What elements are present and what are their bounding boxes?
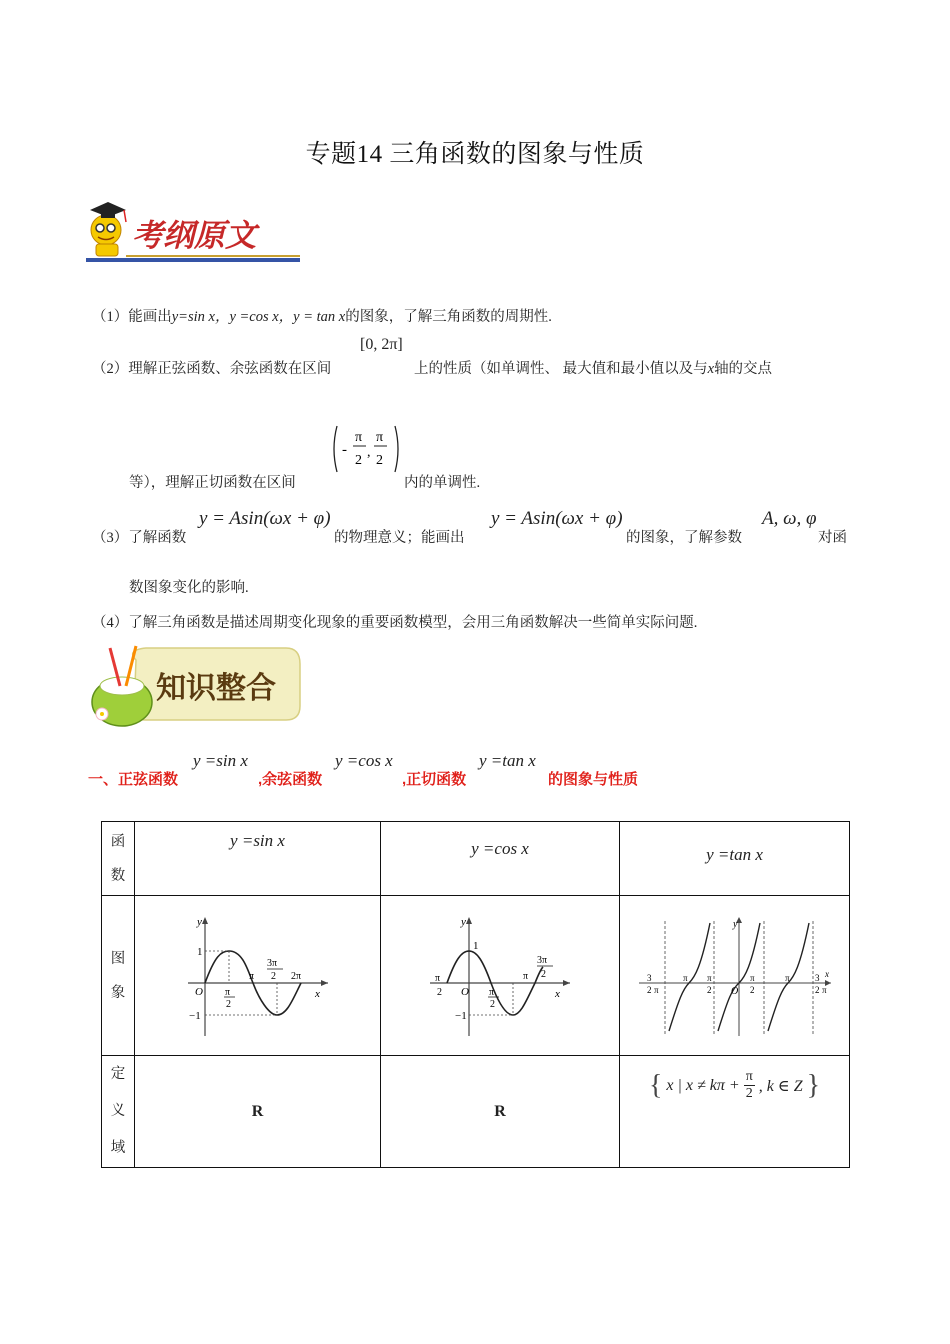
tan-graph — [635, 911, 835, 1041]
syllabus-item-2-cont: 上的性质（如单调性、 最大值和最小值以及与x轴的交点 — [414, 361, 773, 377]
sin-graph — [183, 911, 333, 1041]
svg-text:x: x — [824, 968, 829, 979]
svg-text:2π: 2π — [290, 970, 301, 982]
svg-text:π: π — [682, 972, 688, 983]
svg-text:y: y — [196, 915, 202, 928]
banner-2-text: 知识整合 — [156, 671, 276, 706]
domain-cos: R — [381, 1056, 620, 1168]
syllabus-item-3-line2: 数图象变化的影响. — [129, 580, 249, 596]
svg-text:2: 2 — [355, 453, 362, 468]
section-1-sep1: ,余弦函数 — [258, 771, 323, 788]
svg-text:x: x — [555, 987, 560, 1000]
svg-text:2: 2 — [749, 984, 754, 995]
section-1-tan: y =tan x — [479, 751, 536, 770]
domain-sin: R — [135, 1056, 381, 1168]
header-sin: y =sin x — [135, 822, 381, 896]
formula-asin: y = Asin(ωx + φ) — [199, 508, 331, 529]
syllabus-item-4: （4）了解三角函数是描述周期变化现象的重要函数模型，会用三角函数解决一些简单实际问题. — [92, 615, 698, 631]
svg-text:π: π — [653, 984, 659, 995]
syllabus-item-3-end: 对函 — [818, 530, 847, 546]
syllabus-item-3: （3）了解函数 — [92, 530, 187, 546]
page-title: 专题14 三角函数的图象与性质 — [305, 141, 645, 168]
svg-text:π: π — [435, 972, 441, 984]
row-label-domain: 定义域 — [102, 1056, 135, 1168]
header-tan: y =tan x — [620, 822, 850, 896]
coconut-drink-icon — [86, 640, 302, 730]
svg-text:2: 2 — [646, 984, 651, 995]
knowledge-banner — [86, 640, 302, 730]
svg-text:2: 2 — [490, 998, 495, 1010]
svg-text:,: , — [367, 445, 371, 460]
svg-text:3: 3 — [814, 972, 819, 983]
section-1-cos: y =cos x — [335, 751, 393, 770]
svg-text:−1: −1 — [188, 1009, 201, 1022]
syllabus-item-2-line2-end: 内的单调性. — [404, 475, 481, 491]
svg-text:1: 1 — [473, 939, 479, 952]
header-cos: y =cos x — [381, 822, 620, 896]
svg-text:y: y — [461, 915, 466, 928]
banner-1-text: 考纲原文 — [132, 218, 256, 254]
domain-tan: { x | x ≠ kπ + $\frac{\pi}{2}$ , k ∈ Z } — [620, 1056, 850, 1168]
table-row-domain — [102, 1056, 850, 1168]
cos-graph-cell — [381, 896, 620, 1056]
section-1-sep2: ,正切函数 — [402, 771, 467, 788]
sin-graph-cell — [135, 896, 381, 1056]
svg-text:O: O — [194, 985, 203, 998]
section-1-sin: y =sin x — [193, 751, 248, 770]
tan-graph-cell — [620, 896, 850, 1056]
svg-text:π: π — [355, 430, 363, 445]
svg-text:O: O — [461, 985, 469, 998]
svg-text:y: y — [732, 918, 737, 930]
row-label-function: 函数 — [102, 822, 135, 896]
svg-text:2: 2 — [541, 968, 546, 980]
svg-text:−1: −1 — [455, 1009, 467, 1022]
syllabus-item-2: （2）理解正弦函数、余弦函数在区间 — [92, 361, 332, 377]
svg-text:2: 2 — [814, 984, 819, 995]
syllabus-item-3-mid: 的物理意义；能画出 — [334, 530, 465, 546]
svg-text:O: O — [730, 985, 738, 997]
svg-text:3π: 3π — [266, 957, 277, 969]
svg-text:π: π — [706, 972, 712, 983]
svg-text:π: π — [248, 970, 254, 982]
svg-text:π: π — [489, 986, 495, 998]
svg-text:π: π — [749, 972, 755, 983]
svg-text:2: 2 — [706, 984, 711, 995]
interval-open-pi-half — [331, 424, 401, 474]
svg-text:π: π — [821, 984, 827, 995]
formula-asin-2: y = Asin(ωx + φ) — [491, 508, 623, 529]
svg-text:3: 3 — [646, 972, 651, 983]
svg-text:π: π — [224, 986, 230, 998]
svg-text:π: π — [376, 430, 384, 445]
syllabus-item-3-mid2: 的图象，了解参数 — [626, 530, 742, 546]
svg-text:2: 2 — [437, 986, 442, 998]
params-a-omega-phi: A, ω, φ — [762, 508, 817, 529]
trig-properties-table — [101, 821, 850, 1168]
interval-0-2pi: [0, 2π] — [360, 336, 403, 353]
svg-text:2: 2 — [376, 453, 383, 468]
svg-text:2: 2 — [270, 970, 276, 982]
row-label-graph: 图象 — [102, 896, 135, 1056]
graduate-mascot-icon — [86, 192, 302, 264]
svg-text:x: x — [314, 987, 320, 1000]
cos-graph — [425, 911, 575, 1041]
svg-text:π: π — [523, 970, 529, 982]
syllabus-item-2-line2: 等），理解正切函数在区间 — [129, 475, 296, 491]
svg-text:2: 2 — [225, 998, 231, 1010]
table-row-function — [102, 822, 850, 896]
svg-text:3π: 3π — [537, 954, 548, 966]
syllabus-item-1: （1）能画出y=sin x，y =cos x，y = tan x的图象，了解三角函数的周期性. — [92, 309, 552, 325]
section-1-heading: 一、正弦函数 — [88, 771, 179, 788]
section-1-suffix: 的图象与性质 — [548, 771, 639, 788]
svg-text:π: π — [784, 972, 790, 983]
syllabus-banner — [86, 192, 302, 264]
svg-text:-: - — [342, 442, 347, 458]
svg-text:1: 1 — [196, 945, 202, 958]
table-row-graph — [102, 896, 850, 1056]
